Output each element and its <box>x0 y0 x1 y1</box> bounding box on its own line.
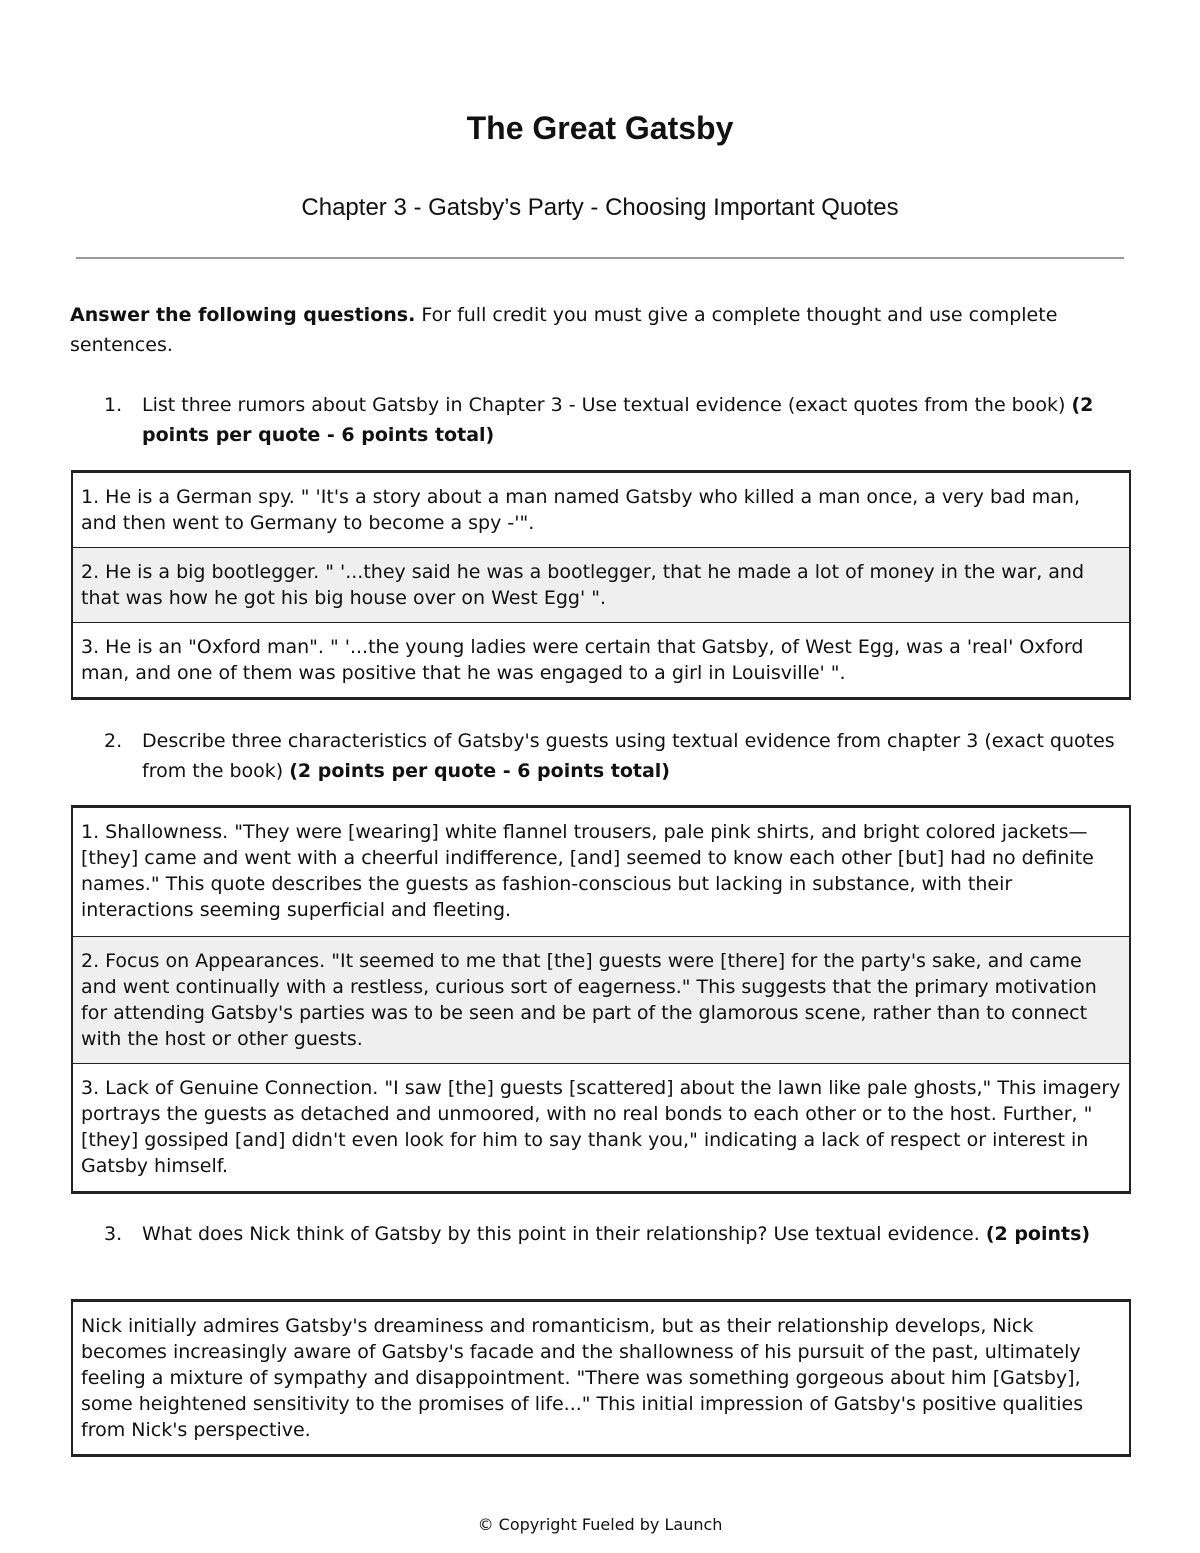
question-text: Describe three characteristics of Gatsby's guests using textual evidence from chapter 3 (exact quotes from the book) <box>142 730 1115 782</box>
answer-table-3 <box>71 1299 1131 1457</box>
question-points: (2 points per quote - 6 points total) <box>142 394 1094 446</box>
answer-row <box>72 548 1130 623</box>
question-points: (2 points per quote - 6 points total) <box>289 760 670 782</box>
answer-row <box>72 623 1130 699</box>
answer-row <box>72 472 1130 548</box>
instructions-text: For full credit you must give a complete thought and use complete sentences. <box>70 304 1058 356</box>
answer-table-1 <box>71 470 1131 700</box>
answer-row <box>72 1301 1130 1456</box>
answer-cell[interactable]: 3. Lack of Genuine Connection. "I saw [the] guests [scattered] about the lawn like pale ghosts," This imagery portrays the guests as detached and unmoored, with no real bonds to each other or to the host. Further, "[they] gossiped [and] didn't even look for him to say thank you," indicating a lack of respect or interest in Gatsby himself. <box>72 1064 1130 1193</box>
question-points: (2 points) <box>985 1223 1091 1245</box>
answer-cell[interactable]: Nick initially admires Gatsby's dreaminess and romanticism, but as their relationship develops, Nick becomes increasingly aware of Gatsby's facade and the shallowness of his pursuit of the past, ultimately feeling a mixture of sympathy and disappointment. "There was something gorgeous about him [Gatsby], some heightened sensitivity to the promises of life..." This initial impression of Gatsby's positive qualities from Nick's perspective. <box>72 1301 1130 1456</box>
answer-cell[interactable]: 2. Focus on Appearances. "It seemed to me that [the] guests were [there] for the party's sake, and came and went continually with a restless, curious sort of eagerness." This suggests that the primary motivation for attending Gatsby's parties was to be seen and be part of the glamorous scene, rather than to connect with the host or other guests. <box>72 937 1130 1064</box>
answer-row <box>72 937 1130 1064</box>
horizontal-divider <box>76 257 1124 259</box>
page-title: The Great Gatsby <box>466 110 734 146</box>
answer-row <box>72 1064 1130 1193</box>
question-text: What does Nick think of Gatsby by this point in their relationship? Use textual evidence. <box>142 1223 986 1245</box>
answer-cell[interactable]: 3. He is an "Oxford man". " '...the young ladies were certain that Gatsby, of West Egg, was a 'real' Oxford man, and one of them was positive that he was engaged to a girl in Louisville' ". <box>72 623 1130 699</box>
answer-cell[interactable]: 1. He is a German spy. " 'It's a story about a man named Gatsby who killed a man once, a very bad man, and then went to Germany to become a spy -'". <box>72 472 1130 548</box>
question-number: 1. <box>104 394 123 416</box>
question-3 <box>104 1219 1124 1249</box>
question-number: 3. <box>104 1223 123 1245</box>
instructions <box>70 300 1120 360</box>
question-2 <box>104 726 1124 786</box>
instructions-lead: Answer the following questions. <box>70 304 416 326</box>
answer-row <box>72 807 1130 937</box>
answer-cell[interactable]: 1. Shallowness. "They were [wearing] white flannel trousers, pale pink shirts, and bright colored jackets—[they] came and went with a cheerful indifference, [and] seemed to know each other [but] had no definite names." This quote describes the guests as fashion-conscious but lacking in substance, with their interactions seeming superficial and fleeting. <box>72 807 1130 937</box>
question-number: 2. <box>104 730 123 752</box>
copyright-footer: © Copyright Fueled by Launch <box>477 1515 723 1534</box>
page-subtitle: Chapter 3 - Gatsby’s Party - Choosing Important Quotes <box>301 194 899 221</box>
question-1 <box>104 390 1124 450</box>
answer-cell[interactable]: 2. He is a big bootlegger. " '...they said he was a bootlegger, that he made a lot of money in the war, and that was how he got his big house over on West Egg' ". <box>72 548 1130 623</box>
question-text: List three rumors about Gatsby in Chapter 3 - Use textual evidence (exact quotes from the book) <box>142 394 1072 416</box>
answer-table-2 <box>71 805 1131 1194</box>
